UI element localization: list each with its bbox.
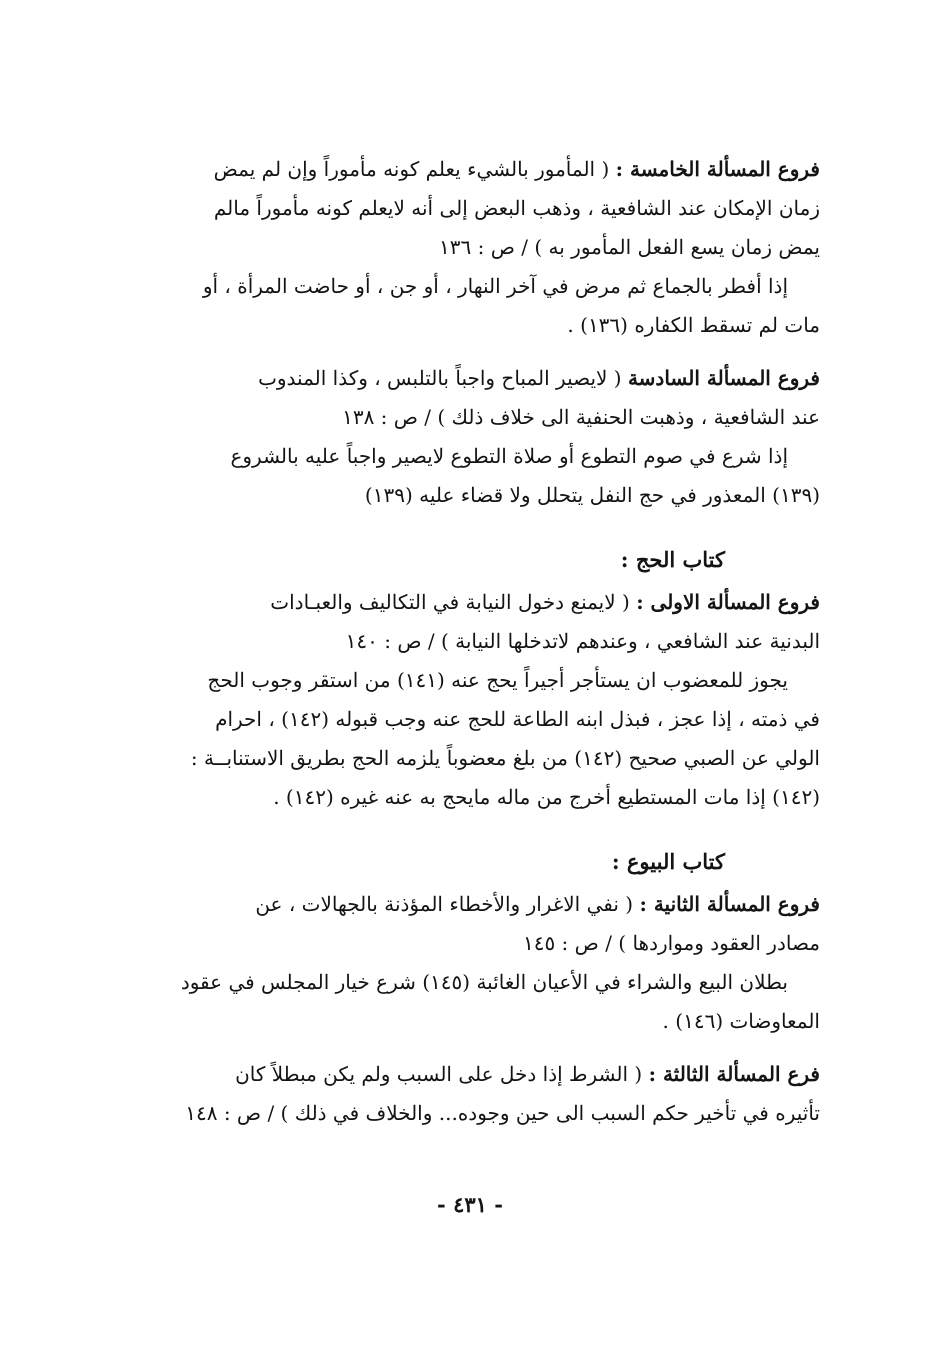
branch-text: (١٤٢) إذا مات المستطيع أخرج من ماله مايحج به عنه غيره (١٤٢) . xyxy=(273,785,820,809)
rule-text: ( لايصير المباح واجباً بالتلبس ، وكذا المندوب xyxy=(258,366,628,390)
rule-text: ( لايمنع دخول النيابة في التكاليف والعبـادات xyxy=(270,590,637,614)
rule-text: تأثيره في تأخير حكم السبب الى حين وجوده... والخلاف في ذلك ) / ص : ١٤٨ xyxy=(185,1101,820,1125)
branch-text: الولي عن الصبي صحيح (١٤٢) من بلغ معضوباً يلزمه الحج بطريق الاستنابــة : xyxy=(190,746,820,770)
section-third-issue xyxy=(170,1055,820,1133)
rule-text: مصادر العقود ومواردها ) / ص : ١٤٥ xyxy=(522,931,820,955)
section-sixth-issue xyxy=(170,359,820,515)
heading-line xyxy=(170,885,820,924)
rule-text: يمض زمان يسع الفعل المأمور به ) / ص : ١٣٦ xyxy=(439,235,820,259)
rule-text: زمان الإمكان عند الشافعية ، وذهب البعض إلى أنه لايعلم كونه مأموراً مالم xyxy=(213,196,820,220)
branch-text: المعاوضات (١٤٦) . xyxy=(662,1009,820,1033)
section-title: فرع المسألة الثالثة : xyxy=(648,1062,820,1086)
section-title: فروع المسألة الثانية : xyxy=(639,892,820,916)
branch-text: في ذمته ، إذا عجز ، فبذل ابنه الطاعة للحج عنه وجب قبوله (١٤٢) ، احرام xyxy=(215,707,820,731)
branch-text: (١٣٩) المعذور في حج النفل يتحلل ولا قضاء عليه (١٣٩) xyxy=(364,483,820,507)
branch-text: مات لم تسقط الكفاره (١٣٦) . xyxy=(567,313,820,337)
heading-line xyxy=(170,150,820,189)
rule-text: البدنية عند الشافعي ، وعندهم لاتدخلها النيابة ) / ص : ١٤٠ xyxy=(345,629,820,653)
section-hajj-first-issue xyxy=(170,583,820,817)
heading-line xyxy=(170,1055,820,1094)
chapter-heading-hajj: كتاب الحج : xyxy=(620,547,725,572)
branch-text: إذا أفطر بالجماع ثم مرض في آخر النهار ، أو جن ، أو حاضت المرأة ، أو xyxy=(202,274,788,298)
heading-line xyxy=(170,583,820,622)
branch-text: إذا شرع في صوم التطوع أو صلاة التطوع لايصير واجباً عليه بالشروع xyxy=(230,444,788,468)
section-title: فروع المسألة الاولى : xyxy=(636,590,820,614)
rule-text: ( المأمور بالشيء يعلم كونه مأموراً وإن لم يمض xyxy=(213,157,616,181)
chapter-heading-sales: كتاب البيوع : xyxy=(611,849,725,874)
page-body xyxy=(170,150,820,1133)
section-fifth-issue xyxy=(170,150,820,345)
rule-text: ( نفي الاغرار والأخطاء المؤذنة بالجهالات ، عن xyxy=(255,892,640,916)
heading-line xyxy=(170,359,820,398)
rule-text: عند الشافعية ، وذهبت الحنفية الى خلاف ذلك ) / ص : ١٣٨ xyxy=(342,405,820,429)
section-title: فروع المسألة السادسة xyxy=(627,366,820,390)
branch-text: يجوز للمعضوب ان يستأجر أجيراً يحج عنه (١٤١) من استقر وجوب الحج xyxy=(207,668,788,692)
rule-text: ( الشرط إذا دخل على السبب ولم يكن مبطلاً كان xyxy=(235,1062,649,1086)
section-sales-second-issue xyxy=(170,885,820,1041)
page-number: - ٤٣١ - xyxy=(437,1192,503,1217)
section-title: فروع المسألة الخامسة : xyxy=(615,157,820,181)
branch-text: بطلان البيع والشراء في الأعيان الغائبة (١٤٥) شرع خيار المجلس في عقود xyxy=(180,970,788,994)
